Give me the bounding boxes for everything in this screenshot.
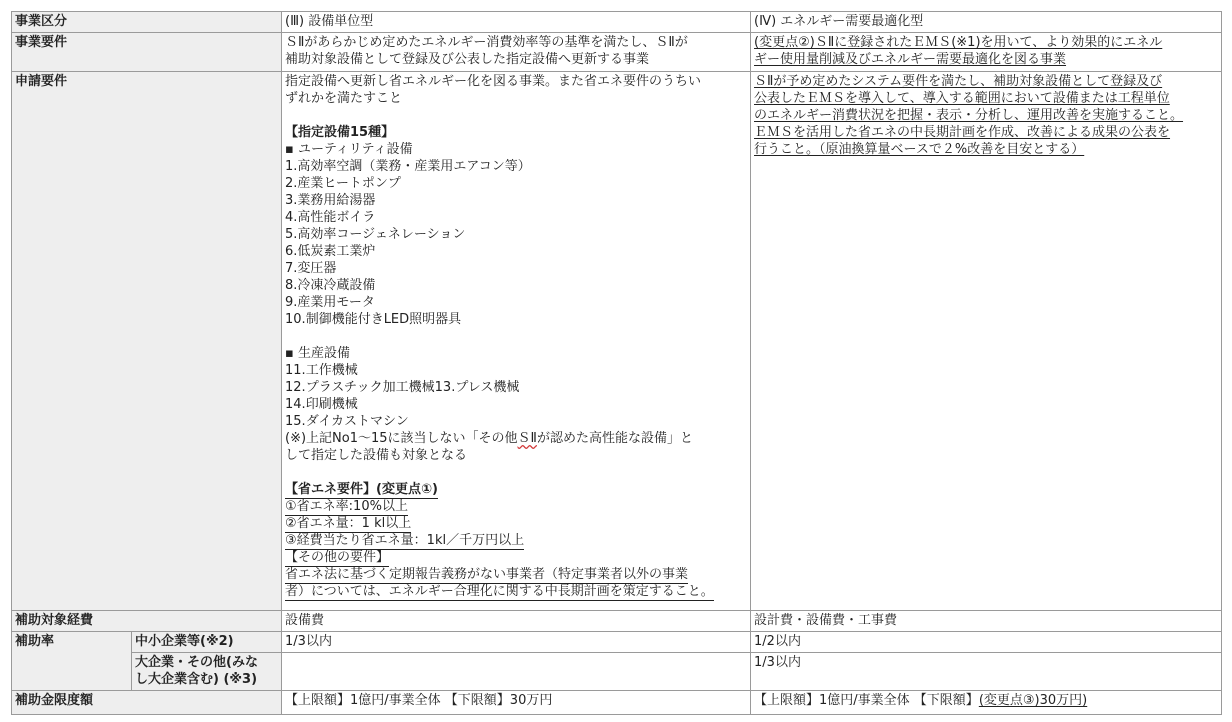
equipment-item: 7.変圧器: [285, 261, 337, 276]
spacer: [285, 464, 747, 481]
project-requirements-row: [12, 33, 1222, 72]
other-requirement-text: 省エネ法に基づく定期報告義務がない事業者（特定事業者以外の事業: [285, 567, 689, 582]
energy-requirement-item: ①省エネ率:10%以上: [285, 499, 408, 514]
equipment-item: 1.高効率空調（業務・産業用エアコン等）: [285, 159, 531, 174]
cap-text: 【上限額】1億円/事業全体 【下限額】: [754, 693, 979, 708]
label-line: 大企業・その他(みな: [135, 655, 258, 670]
eligible-expenses-row: [12, 611, 1222, 632]
equipment-item: 11.工作機械: [285, 363, 358, 378]
changed-text-line: ＳⅡが予め定めたシステム要件を満たし、補助対象設備として登録及び: [754, 74, 1163, 89]
changed-text-line: 公表したＥＭＳを導入して、導入する範囲において設備または工程単位: [754, 91, 1170, 106]
type3-rate-sme: 1/3以内: [282, 632, 751, 653]
equipment-item: 6.低炭素工業炉: [285, 244, 376, 259]
large-enterprise-label: [132, 653, 282, 691]
energy-requirements-title-line: [285, 481, 747, 498]
equipment-item: 8.冷凍冷蔵設備: [285, 278, 376, 293]
type3-rate-large: [282, 653, 751, 691]
spacer: [285, 107, 747, 124]
equipment-item: 2.産業ヒートポンプ: [285, 176, 401, 191]
note-line: して指定した設備も対象となる: [285, 448, 468, 463]
equipment-item: 4.高性能ボイラ: [285, 210, 376, 225]
energy-requirement-line: [285, 498, 747, 515]
equipment-item: 9.産業用モータ: [285, 295, 375, 310]
type4-header: (Ⅳ) エネルギー需要最適化型: [751, 12, 1222, 33]
intro-line: ずれかを満たすこと: [285, 91, 403, 106]
equipment-item: 3.業務用給湯器: [285, 193, 376, 208]
subsidy-comparison-table: [11, 11, 1222, 715]
note-text: が認めた高性能な設備」と: [536, 431, 693, 446]
other-requirements-title-line: [285, 549, 747, 566]
type4-subsidy-cap: [751, 691, 1222, 715]
label-line: し大企業含む) (※3): [135, 672, 258, 687]
energy-requirement-item: ②省エネ量：1 kl以上: [285, 516, 412, 531]
type3-eligible-expenses: 設備費: [282, 611, 751, 632]
other-requirements-title: 【その他の要件】: [285, 550, 390, 565]
designated-equipment-title: 【指定設備15種】: [285, 125, 395, 140]
energy-requirement-item: ③経費当たり省エネ量：1kl／千万円以上: [285, 533, 525, 548]
utility-equipment-header: ▪ ユーティリティ設備: [285, 142, 413, 157]
type3-header: (Ⅲ) 設備単位型: [282, 12, 751, 33]
type4-application-requirements: [751, 72, 1222, 611]
type3-subsidy-cap: 【上限額】1億円/事業全体 【下限額】30万円: [282, 691, 751, 715]
type4-rate-large: 1/3以内: [751, 653, 1222, 691]
category-header: 事業区分: [12, 12, 282, 33]
intro-line: 指定設備へ更新し省エネルギー化を図る事業。また省エネ要件のうちい: [285, 74, 702, 89]
type3-application-requirements: [282, 72, 751, 611]
changed-text-line: 行うこと。（原油換算量ベースで２%改善を目安とする）: [754, 142, 1085, 157]
application-requirements-label: 申請要件: [12, 72, 282, 611]
equipment-item: 12.プラスチック加工機械13.プレス機械: [285, 380, 520, 395]
changed-text-line: (変更点②)ＳⅡに登録されたＥＭＳ(※1)を用いて、より効果的にエネル: [754, 35, 1163, 50]
text-line: 補助対象設備として登録及び公表した指定設備へ更新する事業: [285, 52, 650, 67]
changed-text-line: ギー使用量削減及びエネルギー需要最適化を図る事業: [754, 52, 1067, 67]
application-requirements-row: [12, 72, 1222, 611]
project-requirements-label: 事業要件: [12, 33, 282, 72]
eligible-expenses-label: 補助対象経費: [12, 611, 282, 632]
subsidy-rate-large-row: [12, 653, 1222, 691]
production-equipment-header: ▪ 生産設備: [285, 346, 350, 361]
spellcheck-marked-text: ＳⅡ: [517, 431, 537, 446]
changed-cap-text: (変更点③)30万円): [978, 693, 1088, 708]
header-row: [12, 12, 1222, 33]
type4-project-requirements: [751, 33, 1222, 72]
subsidy-rate-label: 補助率: [12, 632, 132, 691]
subsidy-cap-label: 補助金限度額: [12, 691, 282, 715]
equipment-item: 15.ダイカストマシン: [285, 414, 409, 429]
equipment-item: 14.印刷機械: [285, 397, 358, 412]
changed-text-line: ＥＭＳを活用した省エネの中長期計画を作成、改善による成果の公表を: [754, 125, 1171, 140]
subsidy-rate-sme-row: [12, 632, 1222, 653]
note-text: (※)上記No1～15に該当しない「その他: [285, 431, 518, 446]
type4-rate-sme: 1/2以内: [751, 632, 1222, 653]
energy-requirements-title: 【省エネ要件】(変更点①): [285, 482, 438, 497]
other-requirement-line: [285, 566, 747, 583]
type4-eligible-expenses: 設計費・設備費・工事費: [751, 611, 1222, 632]
energy-requirement-line: [285, 515, 747, 532]
equipment-item: 5.高効率コージェネレーション: [285, 227, 466, 242]
text-line: ＳⅡがあらかじめ定めたエネルギー消費効率等の基準を満たし、ＳⅡが: [285, 35, 688, 50]
spacer: [285, 328, 747, 345]
sme-label: 中小企業等(※2): [132, 632, 282, 653]
changed-text-line: のエネルギー消費状況を把握・表示・分析し、運用改善を実施すること。: [754, 108, 1184, 123]
type3-project-requirements: [282, 33, 751, 72]
subsidy-cap-row: [12, 691, 1222, 715]
energy-requirement-line: [285, 532, 747, 549]
other-requirement-line: [285, 583, 747, 600]
other-requirement-text: 者）については、エネルギー合理化に関する中長期計画を策定すること。: [285, 584, 714, 599]
note-line: [285, 430, 747, 447]
equipment-item: 10.制御機能付きLED照明器具: [285, 312, 462, 327]
